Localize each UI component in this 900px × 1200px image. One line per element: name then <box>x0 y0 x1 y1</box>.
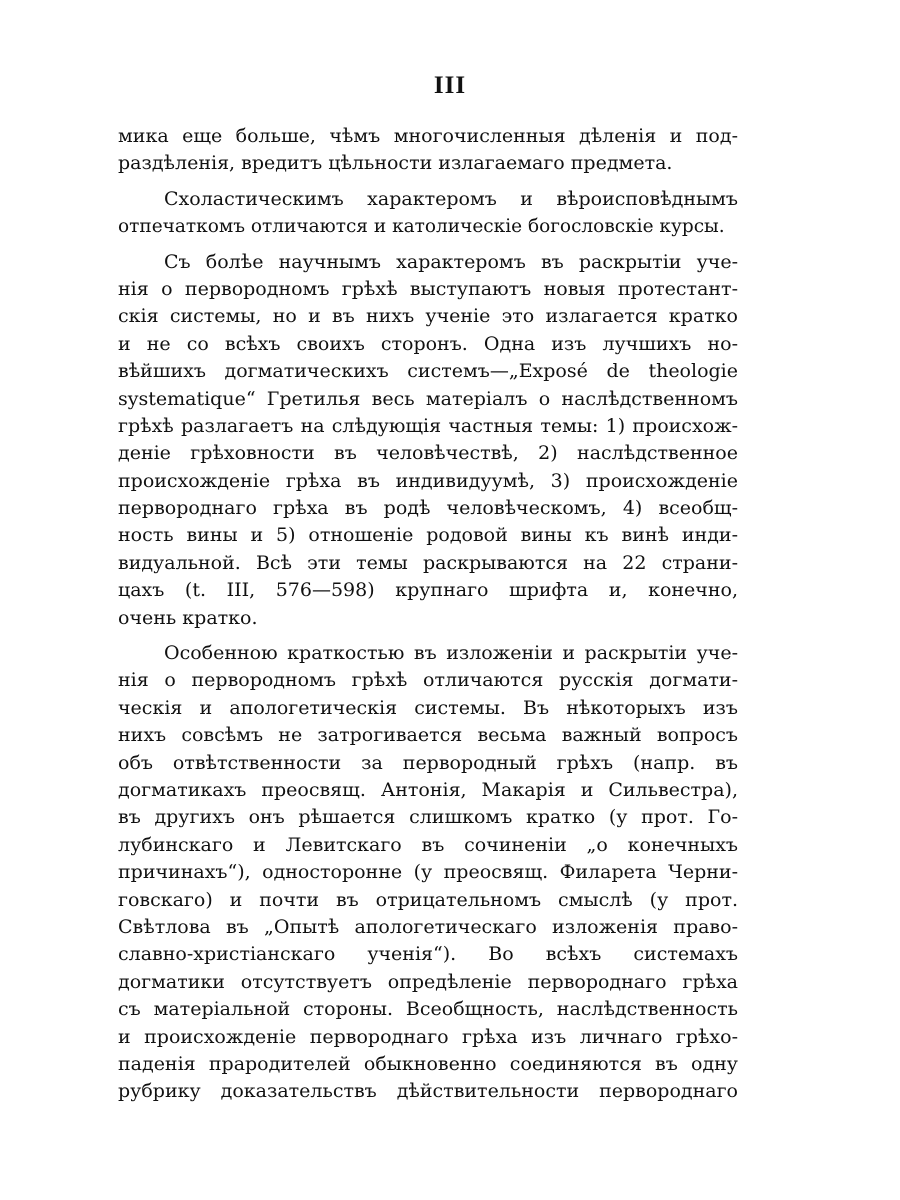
text-line: скія системы, но и въ нихъ ученіе это излагается кратко <box>118 305 738 328</box>
text-line: ческія и апологетическія системы. Въ нѣкоторыхъ изъ <box>118 696 738 719</box>
text-line: вѣйшихъ догматическихъ системъ—„Exposé de theologie <box>118 360 738 383</box>
text-line: отпечаткомъ отличаются и католическіе богословскіе курсы. <box>118 216 725 238</box>
paragraph-start-line: Схоластическимъ характеромъ и вѣроисповѣднымъ <box>164 187 738 210</box>
text-line: и не со всѣхъ своихъ сторонъ. Одна изъ лучшихъ но- <box>118 332 738 355</box>
text-line: говскаго) и почти въ отрицательномъ смыслѣ (у прот. <box>118 888 738 911</box>
text-line: догматикахъ преосвящ. Антонія, Макарія и Сильвестра), <box>118 778 738 801</box>
text-line: нія о первородномъ грѣхѣ отличаются русскія догмати- <box>118 669 738 692</box>
text-line: причинахъ“), односторонне (у преосвящ. Филарета Черни- <box>118 861 738 884</box>
text-line: Свѣтлова въ „Опытѣ апологетическаго изложенія право- <box>118 915 738 938</box>
text-line: деніе грѣховности въ человѣчествѣ, 2) наслѣдственное <box>118 442 738 465</box>
page-number: III <box>433 72 467 99</box>
text-line: ность вины и 5) отношеніе родовой вины къ винѣ инди- <box>118 524 738 547</box>
text-line: въ другихъ онъ рѣшается слишкомъ кратко (у прот. Го- <box>118 806 738 829</box>
body-text <box>118 123 738 1106</box>
paragraph-start-line: Особенною краткостью въ изложеніи и раскрытіи уче- <box>164 642 738 665</box>
text-line: грѣхѣ разлагаетъ на слѣдующія частныя темы: 1) происхож- <box>118 414 738 437</box>
text-line: и происхожденіе первороднаго грѣха изъ личнаго грѣхо- <box>118 1025 738 1048</box>
text-line: systematique“ Гретилья весь матеріалъ о наслѣдственномъ <box>118 387 738 410</box>
text-line: цахъ (t. III, 576—598) крупнаго шрифта и, конечно, <box>118 579 738 602</box>
text-line: мика еще больше, чѣмъ многочисленныя дѣленія и под- <box>118 125 738 147</box>
text-line: раздѣленія, вредитъ цѣльности излагаемаго предмета. <box>118 152 673 175</box>
text-line: съ матеріальной стороны. Всеобщность, наслѣдственность <box>118 998 738 1021</box>
text-line: очень кратко. <box>118 606 258 629</box>
paragraph-start-line: Съ болѣе научнымъ характеромъ въ раскрытіи уче- <box>164 250 738 273</box>
text-line: лубинскаго и Левитскаго въ сочиненіи „о конечныхъ <box>118 833 738 856</box>
text-line: паденія прародителей обыкновенно соединяются въ одну <box>118 1052 738 1075</box>
text-line: рубрику доказательствъ дѣйствительности первороднаго <box>118 1080 738 1103</box>
text-line: нихъ совсѣмъ не затрогивается весьма важный вопросъ <box>118 724 738 747</box>
text-line: происхожденіе грѣха въ индивидуумѣ, 3) происхожденіе <box>118 469 738 492</box>
text-line: догматики отсутствуетъ опредѣленіе первороднаго грѣха <box>118 970 738 993</box>
text-line: объ отвѣтственности за первородный грѣхъ (напр. въ <box>118 751 738 774</box>
text-line: видуальной. Всѣ эти темы раскрываются на 22 страни- <box>118 551 738 574</box>
text-line: нія о первородномъ грѣхѣ выступаютъ новыя протестант- <box>118 277 738 300</box>
text-line: первороднаго грѣха въ родѣ человѣческомъ, 4) всеобщ- <box>118 497 738 520</box>
text-line: славно-христіанскаго ученія“). Во всѣхъ системахъ <box>118 943 738 966</box>
